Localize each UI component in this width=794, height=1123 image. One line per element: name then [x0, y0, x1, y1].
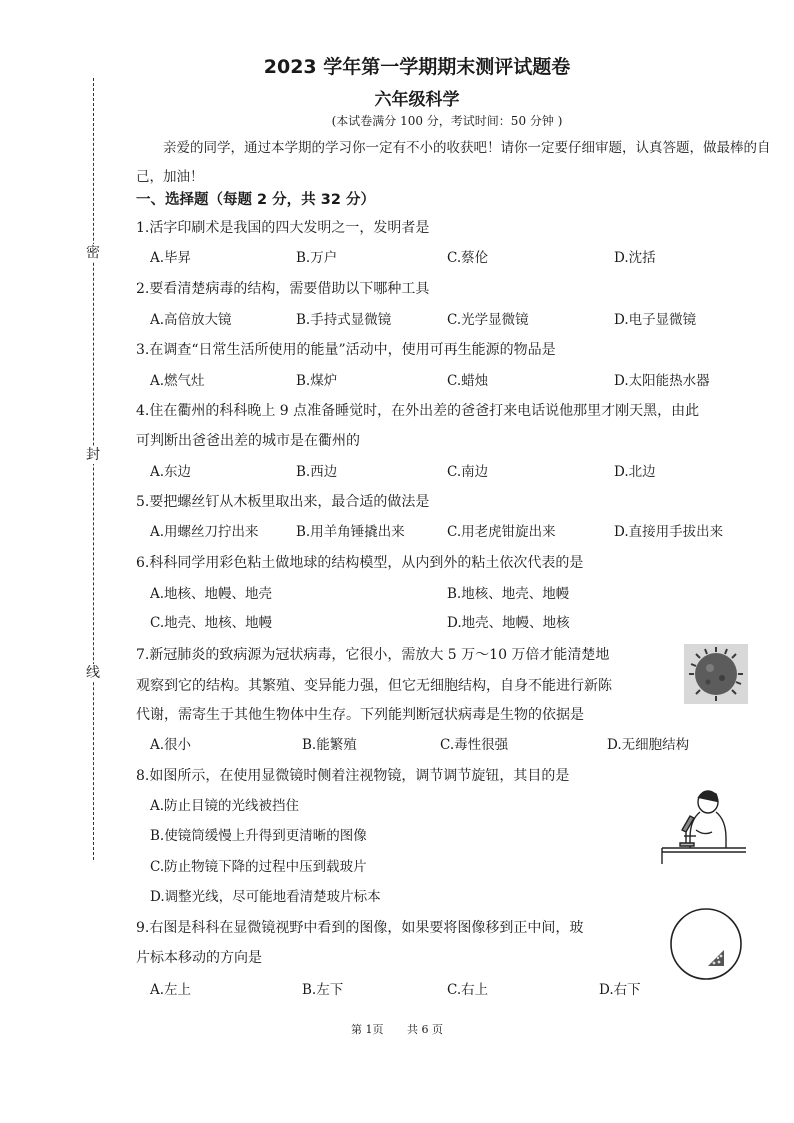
- option: A.左上: [150, 982, 192, 998]
- option: C.蜡烛: [447, 373, 489, 389]
- question-stem: 观察到它的结构。其繁殖、变异能力强，但它无细胞结构，自身不能进行新陈: [136, 678, 612, 694]
- total-pages: 共 6 页: [407, 1023, 443, 1036]
- exam-title: 2023 学年第一学期期末测评试题卷: [263, 56, 571, 78]
- option: D.太阳能热水器: [614, 373, 710, 389]
- field-of-view-figure: [668, 906, 744, 982]
- question-stem: 1.活字印刷术是我国的四大发明之一，发明者是: [136, 220, 430, 236]
- option: D.沈括: [614, 250, 656, 266]
- option: A.高倍放大镜: [150, 312, 232, 328]
- option: B.手持式显微镜: [296, 312, 392, 328]
- option: B.用羊角锤撬出来: [296, 524, 405, 540]
- option: A.用螺丝刀拧出来: [150, 524, 259, 540]
- option: A.东边: [150, 464, 192, 480]
- option: A.防止目镜的光线被挡住: [150, 798, 300, 814]
- option: D.电子显微镜: [614, 312, 697, 328]
- question-stem: 7.新冠肺炎的致病源为冠状病毒，它很小，需放大 5 万～10 万倍才能清楚地: [136, 647, 610, 663]
- exam-note: (本试卷满分 100 分，考试时间：50 分钟 ): [331, 114, 563, 128]
- seal-xian: 线: [86, 665, 100, 681]
- option: D.右下: [599, 982, 641, 998]
- question-stem: 片标本移动的方向是: [136, 950, 262, 966]
- exam-subject: 六年级科学: [374, 90, 460, 110]
- option: D.无细胞结构: [607, 737, 690, 753]
- option: C.光学显微镜: [447, 312, 529, 328]
- question-stem: 2.要看清楚病毒的结构，需要借助以下哪种工具: [136, 281, 430, 297]
- option: A.燃气灶: [150, 373, 205, 389]
- option: D.北边: [614, 464, 656, 480]
- option: A.地核、地幔、地壳: [150, 586, 273, 602]
- question-stem: 可判断出爸爸出差的城市是在衢州的: [136, 433, 360, 449]
- option: D.地壳、地幔、地核: [447, 615, 570, 631]
- option: D.调整光线，尽可能地看清楚玻片标本: [150, 889, 381, 905]
- option: C.南边: [447, 464, 489, 480]
- option: C.地壳、地核、地幔: [150, 615, 273, 631]
- page-footer: [0, 1021, 794, 1037]
- option: D.直接用手拔出来: [614, 524, 724, 540]
- question-stem: 4.住在衢州的科科晚上 9 点准备睡觉时，在外出差的爸爸打来电话说他那里才刚天黑，由此: [136, 403, 700, 419]
- page-number: 第 1页: [351, 1023, 384, 1036]
- option: C.防止物镜下降的过程中压到载玻片: [150, 859, 367, 875]
- seal-feng: 封: [86, 447, 100, 463]
- question-stem: 3.在调查“日常生活所使用的能量”活动中，使用可再生能源的物品是: [136, 342, 556, 358]
- option: B.能繁殖: [302, 737, 357, 753]
- option: B.煤炉: [296, 373, 338, 389]
- microscope-student-figure: [660, 786, 748, 866]
- question-stem: 9.右图是科科在显微镜视野中看到的图像，如果要将图像移到正中间，玻: [136, 920, 584, 936]
- question-stem: 6.科科同学用彩色粘土做地球的结构模型，从内到外的粘土依次代表的是: [136, 555, 584, 571]
- question-stem: 5.要把螺丝钉从木板里取出来，最合适的做法是: [136, 494, 430, 510]
- option: A.毕昇: [150, 250, 192, 266]
- intro-paragraph: 亲爱的同学，通过本学期的学习你一定有不小的收获吧！请你一定要仔细审题，认真答题，做最棒的自己，加油！: [136, 140, 771, 185]
- option: C.右上: [447, 982, 489, 998]
- seal-mi: 密: [86, 245, 100, 261]
- option: B.使镜筒缓慢上升得到更清晰的图像: [150, 828, 367, 844]
- option: B.西边: [296, 464, 338, 480]
- option: B.地核、地壳、地幔: [447, 586, 570, 602]
- option: B.左下: [302, 982, 344, 998]
- option: B.万户: [296, 250, 338, 266]
- option: C.毒性很强: [440, 737, 509, 753]
- binding-dashed-line: [93, 78, 94, 860]
- option: C.蔡伦: [447, 250, 489, 266]
- option: C.用老虎钳旋出来: [447, 524, 556, 540]
- option: A.很小: [150, 737, 192, 753]
- section-title: 一、选择题（每题 2 分，共 32 分）: [136, 192, 375, 208]
- question-stem: 代谢，需寄生于其他生物体中生存。下列能判断冠状病毒是生物的依据是: [136, 707, 584, 723]
- coronavirus-figure: [684, 644, 748, 704]
- question-stem: 8.如图所示，在使用显微镜时侧着注视物镜，调节调节旋钮，其目的是: [136, 768, 570, 784]
